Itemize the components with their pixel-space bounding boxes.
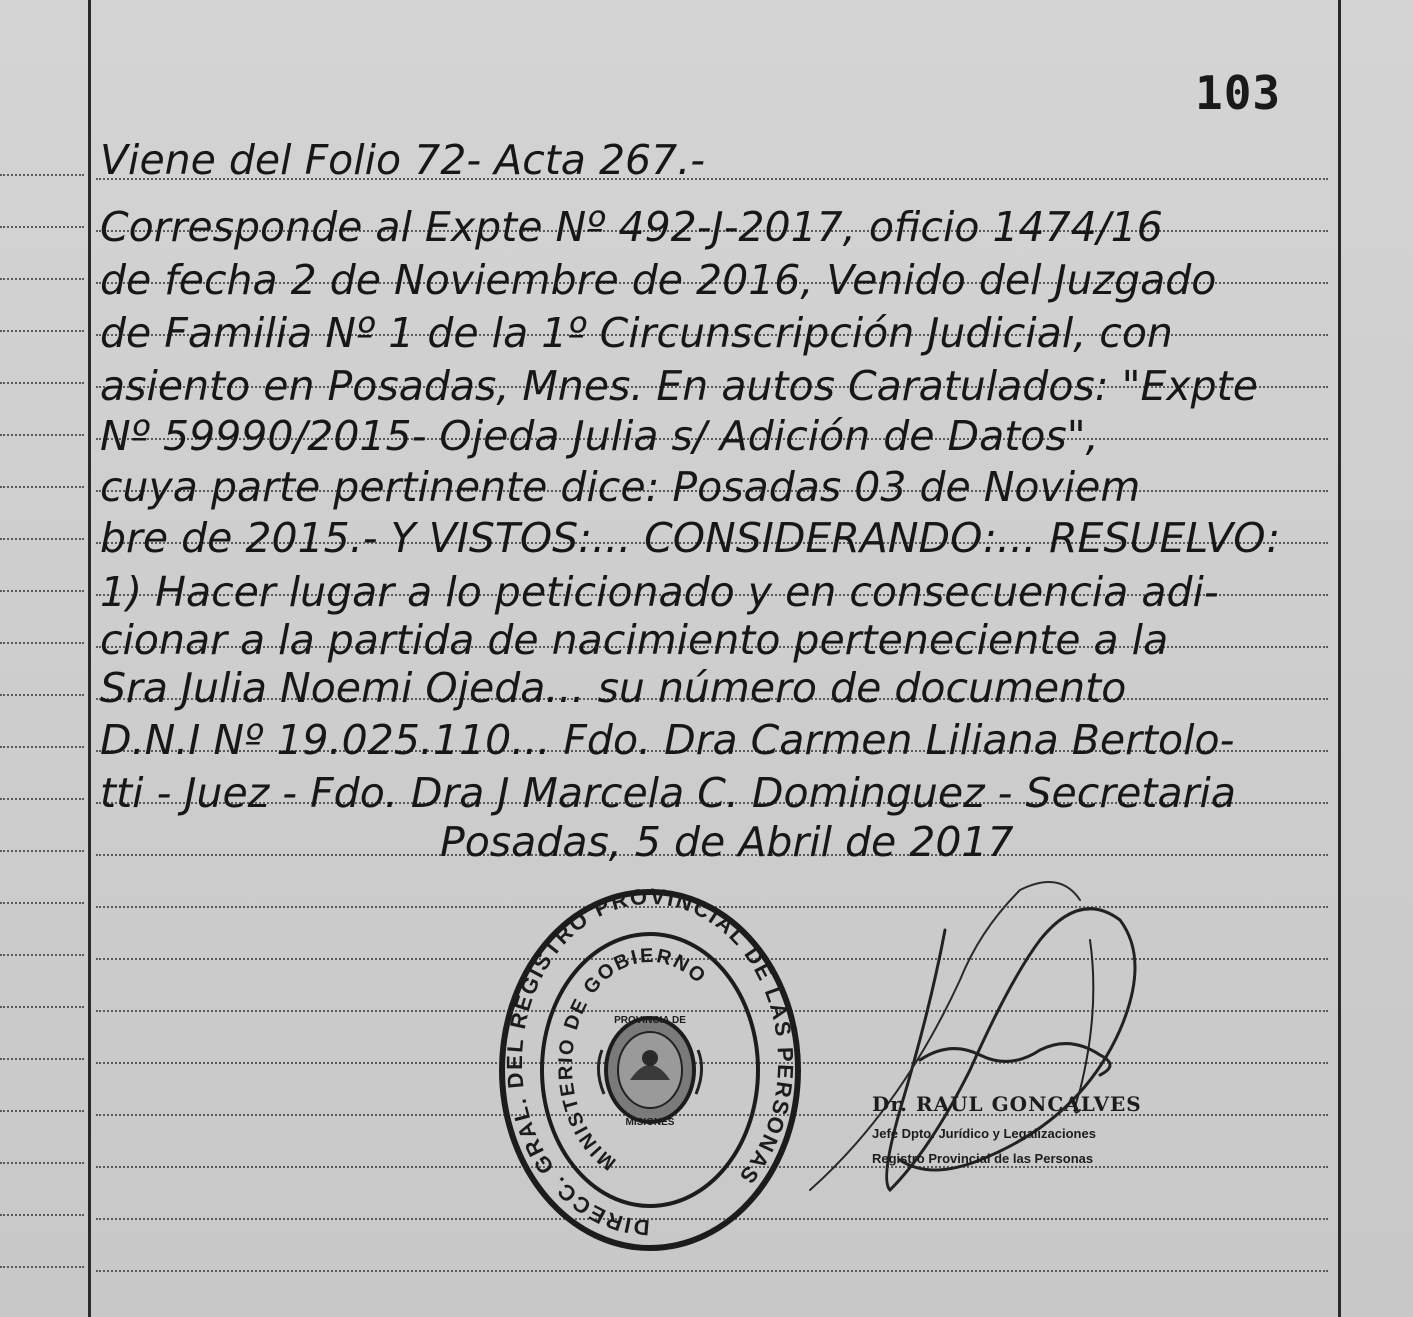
coat-of-arms-icon	[598, 1018, 701, 1122]
margin-rule-line	[0, 642, 84, 644]
margin-rule-line	[0, 382, 84, 384]
text-line-11: Sra Julia Noemi Ojeda... su número de documento	[100, 664, 1127, 712]
text-line-3: de fecha 2 de Noviembre de 2016, Venido del Juzgado	[100, 256, 1217, 304]
text-line-5: asiento en Posadas, Mnes. En autos Caratulados: "Expte	[100, 362, 1258, 410]
margin-rule-line	[0, 954, 84, 956]
margin-rule-line	[0, 850, 84, 852]
emblem-top-text: PROVINCIA DE	[614, 1015, 686, 1026]
margin-rule-line	[0, 1110, 84, 1112]
body-rule-line	[96, 1270, 1328, 1272]
margin-rule-line	[0, 278, 84, 280]
margin-rule-line	[0, 694, 84, 696]
margin-rule-line	[0, 1266, 84, 1268]
margin-rule-line	[0, 174, 84, 176]
signatory-title: Jefe Dpto. Jurídico y Legalizaciones	[872, 1126, 1096, 1141]
margin-rule-line	[0, 798, 84, 800]
text-line-8: bre de 2015.- Y VISTOS:... CONSIDERANDO:... RESUELVO:	[100, 514, 1281, 562]
signatory-office: Registro Provincial de las Personas	[872, 1151, 1094, 1166]
text-line-7: cuya parte pertinente dice: Posadas 03 de Noviem	[100, 463, 1141, 511]
margin-rule-line	[0, 538, 84, 540]
text-line-9: 1) Hacer lugar a lo peticionado y en consecuencia adi-	[100, 568, 1219, 616]
text-line-6: Nº 59990/2015- Ojeda Julia s/ Adición de Datos",	[100, 412, 1099, 460]
margin-rule-line	[0, 1058, 84, 1060]
signatory-name: Dr. RAUL GONCALVES	[872, 1092, 1142, 1116]
margin-rule-line	[0, 226, 84, 228]
seal-outer-text: DIRECC. GRAL. DEL REGISTRO PROVINCIAL DE LAS PERSONAS	[502, 883, 799, 1241]
margin-rule-line	[0, 486, 84, 488]
right-margin-rule	[1338, 0, 1341, 1317]
margin-rule-line	[0, 434, 84, 436]
text-line-1: Viene del Folio 72- Acta 267.-	[100, 136, 706, 184]
text-line-14: Posadas, 5 de Abril de 2017	[440, 818, 1014, 866]
emblem-bottom-text: MISIONES	[625, 1117, 675, 1128]
margin-rule-line	[0, 902, 84, 904]
text-line-13: tti - Juez - Fdo. Dra J Marcela C. Dominguez - Secretaria	[100, 769, 1236, 817]
margin-rule-line	[0, 1162, 84, 1164]
margin-rule-line	[0, 330, 84, 332]
margin-rule-line	[0, 1006, 84, 1008]
official-seal	[490, 880, 810, 1260]
text-line-10: cionar a la partida de nacimiento perteneciente a la	[100, 616, 1169, 664]
margin-rule-line	[0, 746, 84, 748]
margin-rule-line	[0, 1214, 84, 1216]
signature-block	[872, 1092, 1142, 1166]
folio-number: 103	[1195, 66, 1282, 120]
text-line-4: de Familia Nº 1 de la 1º Circunscripción Judicial, con	[100, 309, 1173, 357]
text-line-12: D.N.I Nº 19.025.110... Fdo. Dra Carmen Liliana Bertolo-	[100, 716, 1235, 764]
seal-inner-text: MINISTERIO DE GOBIERNO	[554, 944, 711, 1175]
text-line-2: Corresponde al Expte Nº 492-J-2017, oficio 1474/16	[100, 203, 1163, 251]
margin-rule-line	[0, 590, 84, 592]
handwritten-signature	[780, 860, 1220, 1240]
left-margin-rule	[88, 0, 91, 1317]
